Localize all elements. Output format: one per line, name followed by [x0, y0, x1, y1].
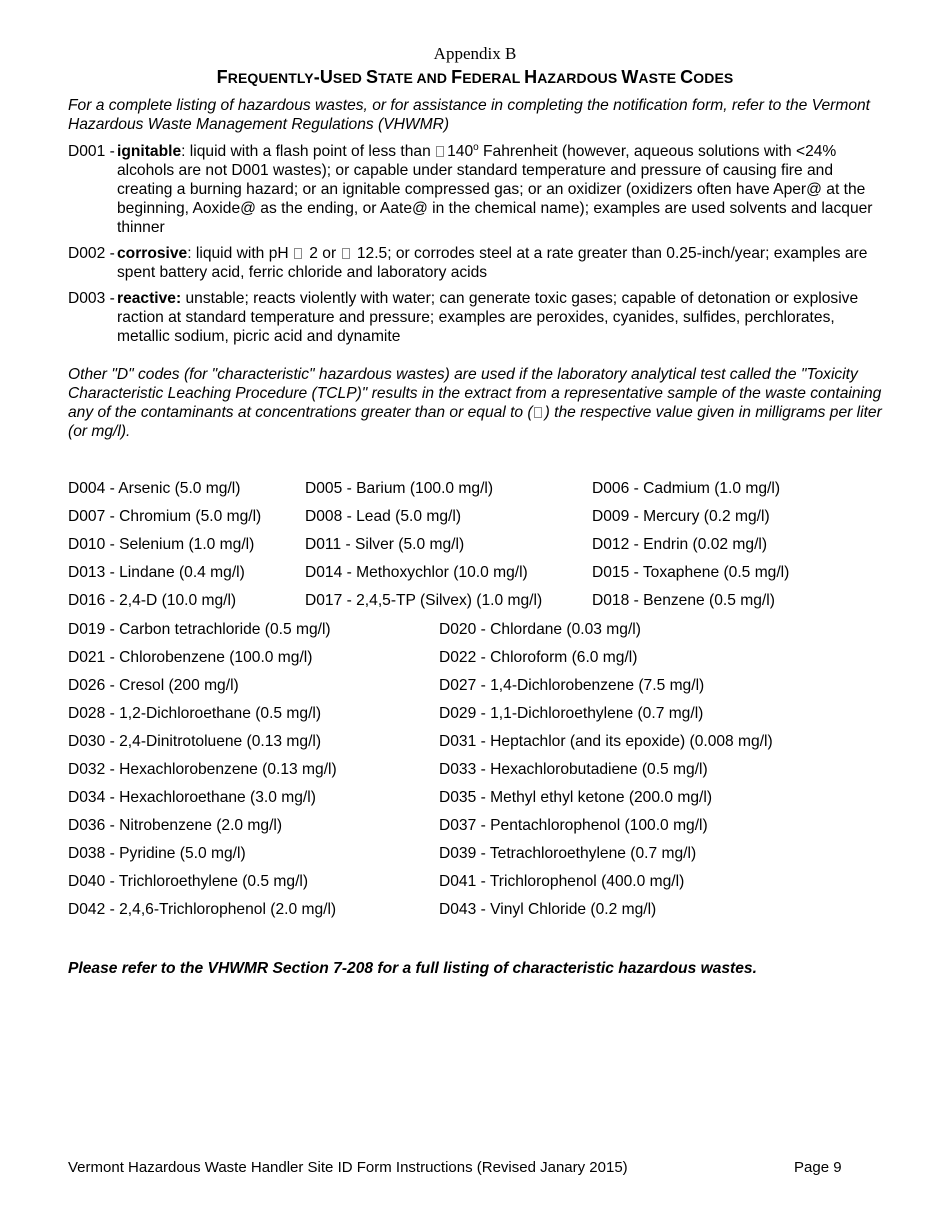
- table-cell: D015 - Toxaphene (0.5 mg/l): [592, 564, 790, 581]
- definition-text: 2 or: [304, 245, 341, 262]
- definition-term: ignitable: [117, 143, 182, 160]
- definition-text: 12.5; or corrodes steel at a rate greater than 0.25-inch/year; examples are spent battery acid, ferric chloride and laboratory acids: [117, 245, 868, 281]
- title-cap: F: [216, 67, 228, 87]
- table-cell: D043 - Vinyl Chloride (0.2 mg/l): [439, 901, 657, 918]
- table-cell: D040 - Trichloroethylene (0.5 mg/l): [68, 873, 309, 890]
- definition-text: : liquid with a flash point of less than: [181, 143, 436, 160]
- table-cell: D039 - Tetrachloroethylene (0.7 mg/l): [439, 845, 697, 862]
- intro-paragraph: For a complete listing of hazardous wastes, or for assistance in completing the notification form, refer to the Vermont Hazardous Waste Management Regulations (VHWMR): [68, 97, 871, 133]
- table-cell: D008 - Lead (5.0 mg/l): [305, 508, 462, 525]
- table-cell: D014 - Methoxychlor (10.0 mg/l): [305, 564, 528, 581]
- table-cell: D021 - Chlorobenzene (100.0 mg/l): [68, 649, 313, 666]
- table-cell: D037 - Pentachlorophenol (100.0 mg/l): [439, 817, 708, 834]
- table-cell: D036 - Nitrobenzene (2.0 mg/l): [68, 817, 283, 834]
- definition-term: reactive:: [117, 290, 182, 307]
- table-cell: D007 - Chromium (5.0 mg/l): [68, 508, 262, 525]
- reference-note: Please refer to the VHWMR Section 7-208 for a full listing of characteristic hazardous wastes.: [68, 960, 757, 977]
- table-cell: D030 - 2,4-Dinitrotoluene (0.13 mg/l): [68, 733, 322, 750]
- table-cell: D020 - Chlordane (0.03 mg/l): [439, 621, 641, 638]
- flash-point-value: 140: [447, 143, 474, 160]
- table-cell: D029 - 1,1-Dichloroethylene (0.7 mg/l): [439, 705, 704, 722]
- table-cell: D033 - Hexachlorobutadiene (0.5 mg/l): [439, 761, 708, 778]
- table-cell: D032 - Hexachlorobenzene (0.13 mg/l): [68, 761, 337, 778]
- title-sep: -: [313, 67, 320, 87]
- other-codes-text: ) the respective value given in milligrams per liter (or mg/l).: [68, 404, 882, 440]
- definition-d002: [68, 244, 888, 282]
- table-cell: D026 - Cresol (200 mg/l): [68, 677, 239, 694]
- appendix-label: Appendix B: [433, 44, 517, 63]
- table-cell: D031 - Heptachlor (and its epoxide) (0.008 mg/l): [439, 733, 773, 750]
- table-cell: D019 - Carbon tetrachloride (0.5 mg/l): [68, 621, 331, 638]
- title-cap: W: [621, 67, 639, 87]
- table-cell: D018 - Benzene (0.5 mg/l): [592, 592, 775, 609]
- definition-term: corrosive: [117, 245, 188, 262]
- table-cell: D042 - 2,4,6-Trichlorophenol (2.0 mg/l): [68, 901, 337, 918]
- table-cell: D041 - Trichlorophenol (400.0 mg/l): [439, 873, 685, 890]
- title-rest: TATE AND: [378, 70, 452, 86]
- table-cell: D005 - Barium (100.0 mg/l): [305, 480, 494, 497]
- title-cap: F: [451, 67, 463, 87]
- title-rest: SED: [332, 70, 366, 86]
- table-cell: D028 - 1,2-Dichloroethane (0.5 mg/l): [68, 705, 322, 722]
- title-cap: C: [680, 67, 694, 87]
- missing-glyph-icon: [436, 146, 444, 157]
- table-cell: D016 - 2,4-D (10.0 mg/l): [68, 592, 237, 609]
- definition-code: D003 -: [68, 290, 115, 307]
- table-cell: D027 - 1,4-Dichlorobenzene (7.5 mg/l): [439, 677, 705, 694]
- table-cell: D010 - Selenium (1.0 mg/l): [68, 536, 255, 553]
- page-number: Page 9: [794, 1159, 842, 1176]
- table-cell: D017 - 2,4,5-TP (Silvex) (1.0 mg/l): [305, 592, 543, 609]
- table-cell: D034 - Hexachloroethane (3.0 mg/l): [68, 789, 316, 806]
- title-rest: EDERAL: [462, 70, 525, 86]
- page-title: [0, 66, 950, 89]
- footer-title: Vermont Hazardous Waste Handler Site ID Form Instructions (Revised Janary 2015): [68, 1159, 628, 1176]
- title-cap: H: [524, 67, 538, 87]
- table-cell: D038 - Pyridine (5.0 mg/l): [68, 845, 246, 862]
- title-rest: ODES: [693, 70, 734, 86]
- definition-code: D001 -: [68, 143, 115, 160]
- definition-text: Fahrenheit (however, aqueous solutions with <24% alcohols are not D001 wastes); or capable under standard temperature and pressure of causing fire and creating a burning hazard; or an ignitable compressed gas; or an oxidizer (oxidizers often have Aper@ at the beginning, Aoxide@ as the ending, or Aate@ in the chemical name); examples are used solvents and lacquer thinner: [117, 143, 873, 236]
- definition-d001: [68, 142, 888, 237]
- definitions-list: [68, 142, 888, 353]
- table-cell: D011 - Silver (5.0 mg/l): [305, 536, 465, 553]
- table-cell: D004 - Arsenic (5.0 mg/l): [68, 480, 241, 497]
- other-codes-paragraph: [68, 365, 888, 441]
- table-cell: D009 - Mercury (0.2 mg/l): [592, 508, 770, 525]
- table-cell: D035 - Methyl ethyl ketone (200.0 mg/l): [439, 789, 713, 806]
- definition-text: unstable; reacts violently with water; can generate toxic gases; capable of detonation or explosive raction at standard temperature and pressure; examples are peroxides, cyanides, sulfides, perchlorates, metallic sodium, picric acid and dynamite: [117, 290, 859, 345]
- table-cell: D013 - Lindane (0.4 mg/l): [68, 564, 245, 581]
- definition-text: : liquid with pH: [187, 245, 293, 262]
- table-cell: D006 - Cadmium (1.0 mg/l): [592, 480, 781, 497]
- table-cell: D012 - Endrin (0.02 mg/l): [592, 536, 768, 553]
- missing-glyph-icon: [294, 248, 302, 259]
- title-rest: AZARDOUS: [537, 70, 622, 86]
- degree-mark: o: [473, 142, 479, 153]
- title-rest: ASTE: [638, 70, 681, 86]
- title-cap: S: [366, 67, 379, 87]
- definition-d003: [68, 289, 888, 346]
- other-codes-text: Other "D" codes (for "characteristic" hazardous wastes) are used if the laboratory analytical test called the "Toxicity Characteristic Leaching Procedure (TCLP)" results in the extract from a representative sample of the waste containing any of the contaminants at concentrations greater than or equal to (: [68, 366, 882, 421]
- table-cell: D022 - Chloroform (6.0 mg/l): [439, 649, 638, 666]
- title-cap: U: [319, 67, 333, 87]
- missing-glyph-icon: [342, 248, 350, 259]
- title-rest: REQUENTLY: [227, 70, 314, 86]
- missing-glyph-icon: [534, 407, 542, 418]
- definition-code: D002 -: [68, 245, 115, 262]
